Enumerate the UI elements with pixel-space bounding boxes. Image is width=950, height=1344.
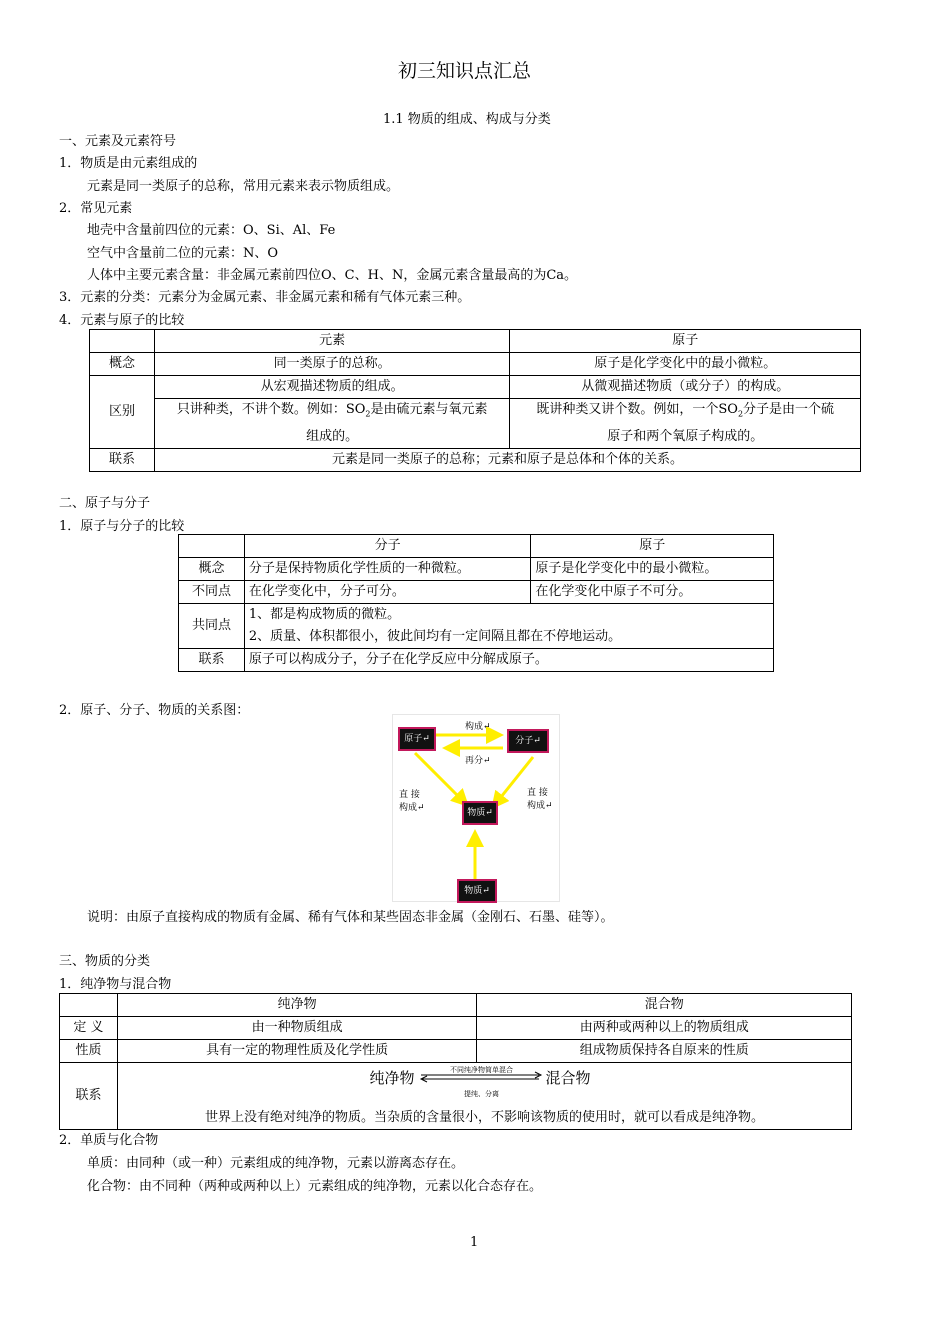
conversion-equation — [369, 1063, 599, 1099]
paragraph: 2．原子、分子、物质的关系图： — [59, 703, 250, 718]
table-cell: 由两种或两种以上的物质组成 — [477, 1017, 852, 1040]
table-cell: 在化学变化中，分子可分。 — [244, 581, 530, 604]
row-label: 联系 — [60, 1063, 118, 1130]
table-cell: 组成物质保持各自原来的性质 — [477, 1040, 852, 1063]
table-header: 纯净物 — [117, 994, 477, 1017]
paragraph: 空气中含量前二位的元素：N、O — [87, 246, 279, 261]
row-label: 联系 — [90, 448, 155, 471]
table-row — [60, 1017, 852, 1040]
direct-label-right: 直 接 构成↵ — [527, 788, 553, 811]
table-row — [179, 581, 774, 604]
molecule-atom-table — [178, 534, 774, 672]
table-row — [179, 535, 774, 558]
compose-label: 构成↵ — [465, 722, 491, 732]
mix-label: 不同纯净物简单混合 — [449, 1066, 513, 1074]
table-header: 原子 — [531, 535, 774, 558]
page-title: 初三知识点汇总 — [398, 60, 532, 82]
row-label: 区别 — [90, 376, 155, 449]
paragraph: 2．常见元素 — [59, 201, 133, 216]
table-row — [90, 330, 861, 353]
table-row — [179, 558, 774, 581]
table-row — [90, 353, 861, 376]
table-row — [179, 649, 774, 672]
pure-mixture-table — [59, 993, 852, 1130]
molecule-node: 分子↵ — [507, 729, 549, 753]
heading-elements: 一、元素及元素符号 — [59, 134, 177, 149]
paragraph: 4．元素与原子的比较 — [59, 313, 185, 328]
paragraph: 化合物：由不同种（两种或两种以上）元素组成的纯净物，元素以化合态存在。 — [87, 1179, 543, 1194]
conversion-arrows — [419, 1071, 543, 1083]
heading-atoms-molecules: 二、原子与分子 — [59, 496, 151, 511]
row-label: 概念 — [90, 353, 155, 376]
table-cell: 从宏观描述物质的组成。 — [154, 376, 510, 399]
table-row — [90, 448, 861, 471]
table-cell: 只讲种类，不讲个数。例如：$SO_2$是由硫元素与氧元素 组成的。 — [154, 399, 510, 449]
row-label: 共同点 — [179, 604, 245, 649]
paragraph: 地壳中含量前四位的元素：O、Si、Al、Fe — [87, 223, 336, 238]
table-cell: 具有一定的物理性质及化学性质 — [117, 1040, 477, 1063]
table-cell: 在化学变化中原子不可分。 — [531, 581, 774, 604]
paragraph: 元素是同一类原子的总称，常用元素来表示物质组成。 — [87, 179, 400, 194]
table-cell: 由一种物质组成 — [117, 1017, 477, 1040]
table-cell: 既讲种类又讲个数。例如，一个$SO_2$分子是由一个硫 原子和两个氧原子构成的。 — [510, 399, 861, 449]
row-label: 定 义 — [60, 1017, 118, 1040]
table-row — [90, 376, 861, 399]
row-label: 性质 — [60, 1040, 118, 1063]
pure-label: 纯净物 — [369, 1069, 415, 1087]
page-number: 1 — [470, 1235, 479, 1250]
table-row — [60, 994, 852, 1017]
table-row — [179, 604, 774, 649]
table-row — [90, 399, 861, 449]
table-cell: 世界上没有绝对纯净的物质。当杂质的含量很小，不影响该物质的使用时，就可以看成是纯净物。 — [117, 1107, 851, 1130]
table-header: 分子 — [244, 535, 530, 558]
paragraph: 3．元素的分类：元素分为金属元素、非金属元素和稀有气体元素三种。 — [59, 290, 471, 305]
relationship-diagram — [392, 714, 560, 902]
paragraph: 1．纯净物与混合物 — [59, 977, 172, 992]
substance-node: 物质↵ — [457, 879, 497, 903]
table-header: 原子 — [510, 330, 861, 353]
atom-node: 原子↵ — [398, 727, 436, 751]
paragraph: 单质：由同种（或一种）元素组成的纯净物，元素以游离态存在。 — [87, 1156, 465, 1171]
table-row — [60, 1063, 852, 1108]
table-header: 元素 — [154, 330, 510, 353]
section-title: 1.1 物质的组成、构成与分类 — [383, 112, 551, 127]
element-atom-table — [89, 329, 861, 472]
diagram-note: 说明：由原子直接构成的物质有金属、稀有气体和某些固态非金属（金刚石、石墨、硅等）。 — [87, 910, 614, 925]
table-cell: 同一类原子的总称。 — [154, 353, 510, 376]
mixture-label: 混合物 — [545, 1069, 591, 1087]
table-cell: 原子是化学变化中的最小微粒。 — [531, 558, 774, 581]
matter-node: 物质↵ — [462, 801, 498, 825]
table-cell: 原子可以构成分子，分子在化学反应中分解成原子。 — [244, 649, 773, 672]
purify-label: 提纯、分离 — [463, 1090, 499, 1098]
row-label: 联系 — [179, 649, 245, 672]
table-cell: 1、都是构成物质的微粒。 2、质量、体积都很小，彼此间均有一定间隔且都在不停地运动。 — [244, 604, 773, 649]
table-header: 混合物 — [477, 994, 852, 1017]
conversion-cell — [117, 1063, 851, 1108]
table-row — [60, 1107, 852, 1130]
split-label: 再分↵ — [465, 756, 491, 766]
paragraph: 2．单质与化合物 — [59, 1133, 159, 1148]
table-cell: 元素是同一类原子的总称；元素和原子是总体和个体的关系。 — [154, 448, 860, 471]
paragraph: 1．原子与分子的比较 — [59, 519, 185, 534]
table-cell: 分子是保持物质化学性质的一种微粒。 — [244, 558, 530, 581]
paragraph: 人体中主要元素含量：非金属元素前四位O、C、H、N，金属元素含量最高的为Ca。 — [87, 268, 578, 283]
row-label: 概念 — [179, 558, 245, 581]
direct-label-left: 直 接 构成↵ — [399, 790, 425, 813]
heading-classification: 三、物质的分类 — [59, 954, 151, 969]
paragraph: 1．物质是由元素组成的 — [59, 156, 198, 171]
row-label: 不同点 — [179, 581, 245, 604]
table-cell: 原子是化学变化中的最小微粒。 — [510, 353, 861, 376]
table-cell: 从微观描述物质（或分子）的构成。 — [510, 376, 861, 399]
